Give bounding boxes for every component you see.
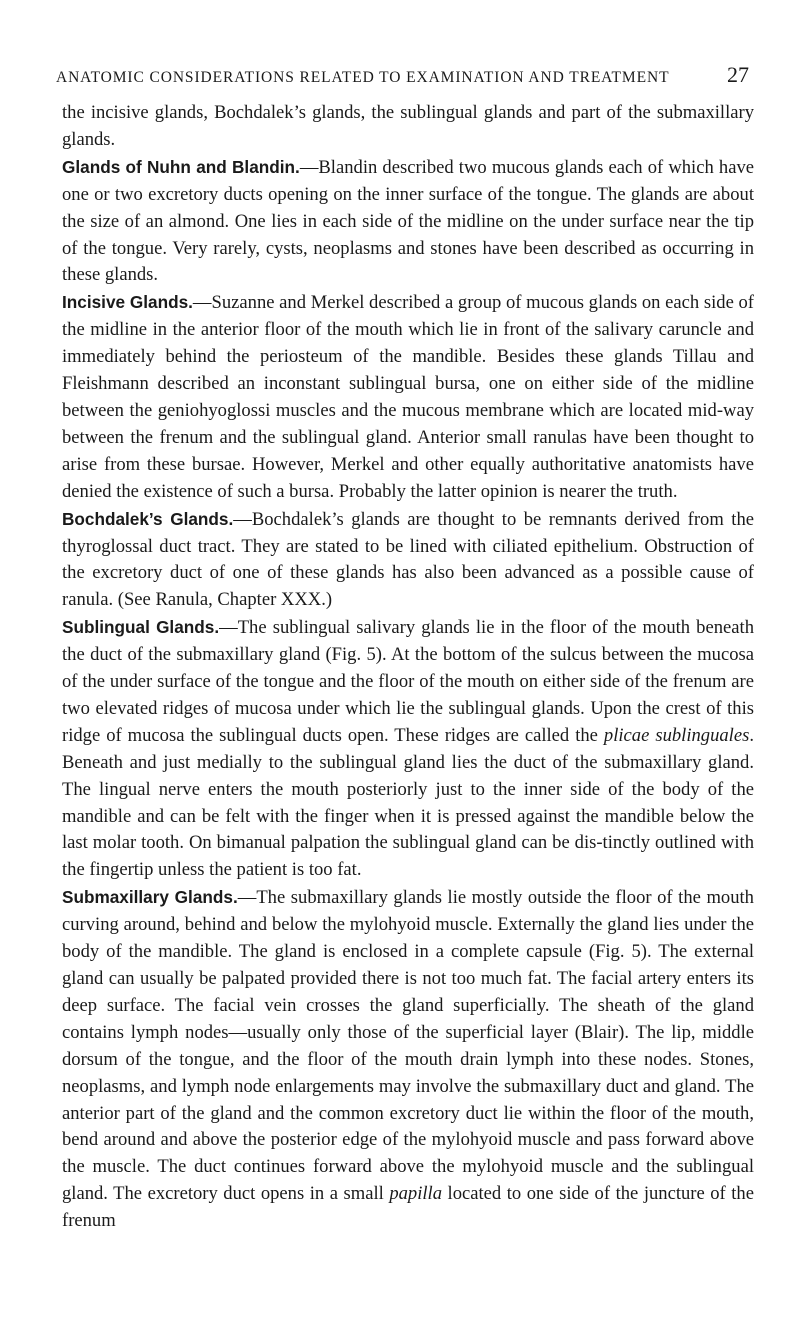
paragraph-text: —The sublingual salivary glands lie in the floor of the mouth beneath the duct of the submaxillary gland (Fig. 5). At the bottom of the sulcus between the mucosa of the under surface of the tongue and the floor of the mouth on either side of the frenum are two elevated ridges of mucosa under which lie the sublingual glands. Upon the crest of this ridge of mucosa the sublingual ducts open. These ridges are called the (62, 617, 754, 746)
italic-term: papilla (389, 1183, 442, 1205)
paragraph-text: located to one side of the juncture of the frenum (62, 1183, 754, 1232)
paragraph-text: —Suzanne and Merkel described a group of mucous glands on each side of the midline in the anterior floor of the mouth which lie in front of the salivary caruncle and immediately behind the periosteum of the mandible. Besides these glands Tillau and Fleishmann described an inconstant sublingual bursa, one on either side of the midline between the geniohyoglossi muscles and the mucous membrane which are located mid-way between the frenum and the sublingual gland. Anterior small ranulas have been thought to arise from these bursae. However, Merkel and other equally authoritative anatomists have denied the existence of such a bursa. Probably the latter opinion is nearer the truth. (62, 292, 754, 502)
paragraph-continued (62, 100, 754, 154)
section-paragraph (62, 289, 754, 505)
section-heading: Submaxillary Glands. (62, 887, 238, 908)
section-heading: Sublingual Glands. (62, 617, 220, 638)
section-paragraph (62, 884, 754, 1235)
body-text (62, 100, 754, 1235)
section-paragraph (62, 154, 754, 290)
paragraph-text: . Beneath and just medially to the sublingual gland lies the duct of the submaxillary gland. The lingual nerve enters the mouth posteriorly just to the inner side of the body of the mandible and can be felt with the finger when it is pressed against the mandible below the last molar tooth. On bimanual palpation the sublingual gland can be dis-tinctly outlined with the fingertip unless the patient is too fat. (62, 724, 754, 881)
running-title: ANATOMIC CONSIDERATIONS RELATED TO EXAMINATION AND TREATMENT (56, 69, 670, 86)
italic-term: plicae sublinguales (603, 724, 750, 746)
page-number: 27 (727, 62, 749, 87)
section-heading: Incisive Glands. (62, 292, 193, 313)
section-heading: Bochdalek’s Glands. (62, 508, 234, 529)
section-heading: Glands of Nuhn and Blandin. (62, 156, 300, 177)
paragraph-text: the incisive glands, Bochdalek’s glands, the sublingual glands and part of the submaxillary glands. (62, 102, 754, 150)
paragraph-text: —Bochdalek’s glands are thought to be remnants derived from the thyroglossal duct tract. They are stated to be lined with ciliated epithelium. Obstruction of the excretory duct of one of these glands has also been advanced as a possible cause of ranula. (See Ranula, Chapter XXX.) (62, 508, 754, 611)
paragraph-text: —Blandin described two mucous glands each of which have one or two excretory ducts opening on the inner surface of the tongue. The glands are about the size of an almond. One lies in each side of the midline on the under surface near the tip of the tongue. Very rarely, cysts, neoplasms and stones have been described as occurring in these glands. (62, 156, 755, 286)
paragraph-text: —The submaxillary glands lie mostly outside the floor of the mouth curving around, behind and below the mylohyoid muscle. Externally the gland lies under the body of the mandible. The gland is enclosed in a complete capsule (Fig. 5). The external gland can usually be palpated provided there is not too much fat. The facial artery enters its deep surface. The facial vein crosses the gland superficially. The sheath of the gland contains lymph nodes—usually only those of the superficial layer (Blair). The lip, middle dorsum of the tongue, and the floor of the mouth drain lymph into these nodes. Stones, neoplasms, and lymph node enlargements may involve the submaxillary duct and gland. The anterior part of the gland and the common excretory duct lie within the floor of the mouth, bend around and above the posterior edge of the mylohyoid muscle and pass forward above the muscle. The duct continues forward above the mylohyoid muscle and the sublingual gland. The excretory duct opens in a small (62, 887, 754, 1205)
running-header (56, 62, 749, 96)
section-paragraph (62, 614, 754, 884)
section-paragraph (62, 506, 754, 615)
